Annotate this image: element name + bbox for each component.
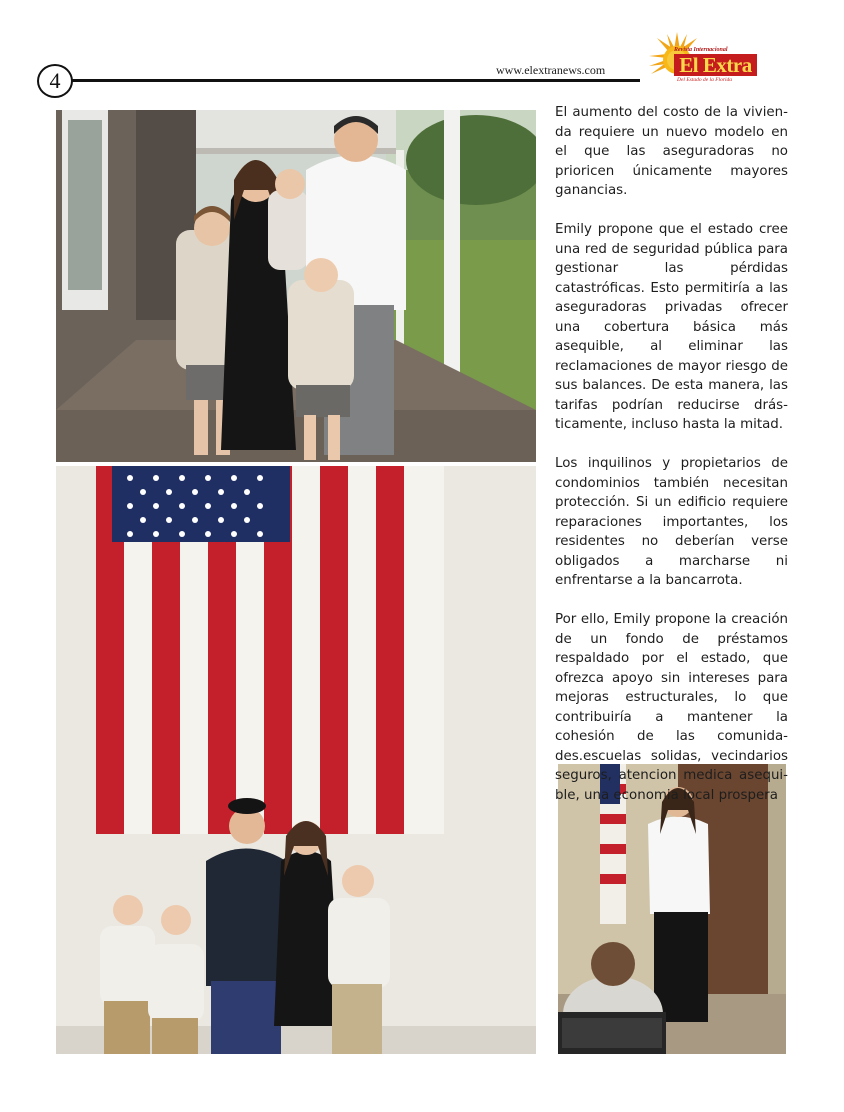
article-paragraph: Por ello, Emily propone la creación de un fondo de préstamos respaldado por el estado, que ofrezca apoyo sin intereses para mejoras estructurales, lo que contribuiría a mantener la cohesión de las comunidades.escuelas solidas, vecindarios seguros, atencion medica asequible, una economia local prospera xyxy=(555,612,788,803)
el-extra-logo[interactable] xyxy=(647,30,759,88)
article-paragraph: Los inquilinos y propietarios de condominios también necesitan protección. Si un edificio requiere reparaciones importantes, los residentes no deberían verse obligados a marcharse ni enfrentarse a la bancarrota. xyxy=(555,456,788,588)
article-paragraph: Emily propone que el estado cree una red de seguridad pública para gestionar las pérdidas catastróficas. Esto permitiría a las aseguradoras privadas ofrecer una cobertura básica más asequible, al eliminar las reclamaciones de mayor riesgo de sus balances. De esta manera, las tarifas podrían reducirse drásticamente, incluso hasta la mitad. xyxy=(555,222,788,432)
article-column xyxy=(555,103,788,825)
article-paragraph: El aumento del costo de la vivienda requiere un nuevo modelo en el que las aseguradoras no prioricen únicamente mayores ganancias. xyxy=(555,105,788,198)
photo-family-porch xyxy=(56,110,536,462)
logo-top-text: Revista Internacional xyxy=(674,47,728,53)
logo-name: El Extra xyxy=(674,54,757,76)
header-rule xyxy=(70,79,640,82)
photo-flag-ceremony xyxy=(56,466,536,1054)
page-number: 4 xyxy=(37,64,73,98)
logo-tagline: Del Estado de la Florida xyxy=(677,77,732,83)
site-url[interactable]: www.elextranews.com xyxy=(496,63,606,77)
